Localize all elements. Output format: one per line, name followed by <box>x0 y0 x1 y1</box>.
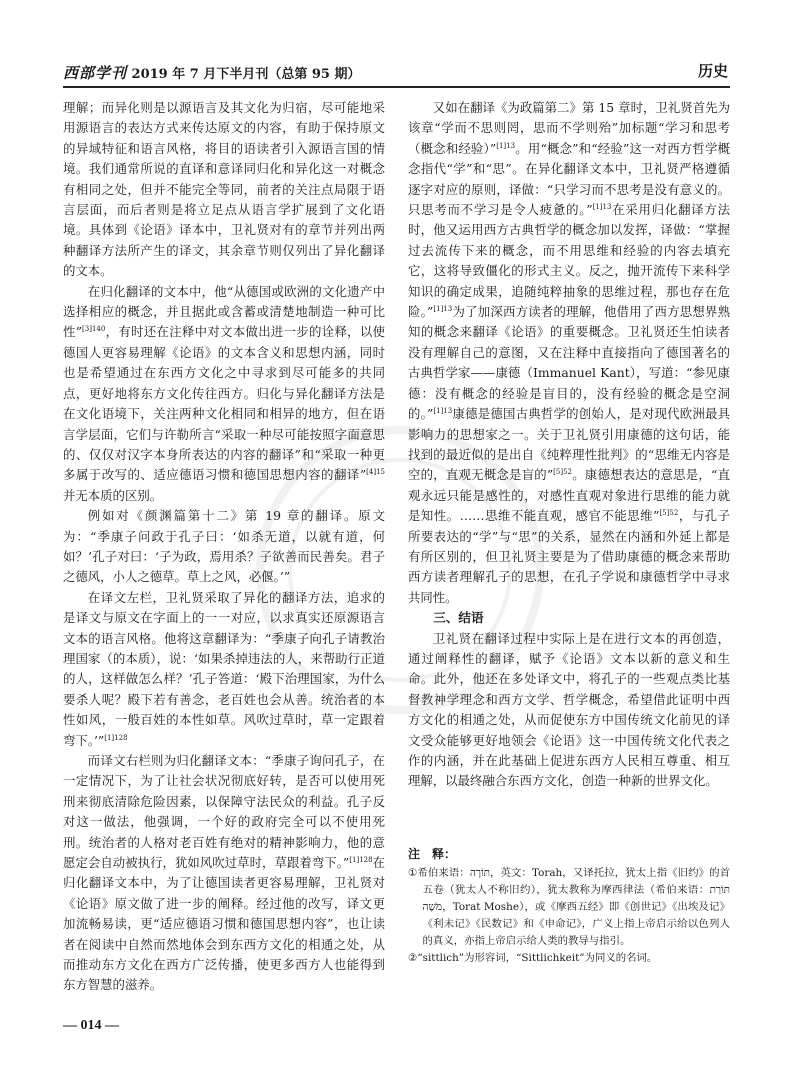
text-run: 在采用归化翻译方法时，他又运用西方古典哲学的概念加以发挥，译做：“掌握过去流传下来的概念，而不用思维和经验的内容去填充它，这将导致僵化的形式主义。反之，抛开流传下来科学知识的确定成果，追随纯粹抽象的思维过程，那也存在危险。” <box>408 202 730 320</box>
citation-ref: [3]140 <box>82 325 106 334</box>
header-rule <box>63 86 730 88</box>
left-column <box>63 98 385 996</box>
paragraph <box>63 282 385 506</box>
paragraph <box>63 751 385 996</box>
text-run: 又如在翻译《为政篇第二》第 15 章时，卫礼贤首先为该章“学而不思则罔，思而不学则殆”加标题“学习和思考（概念和经验）” <box>408 100 730 156</box>
text-run: 为了加深西方读者的理解，他借用了西方思想界熟知的概念来翻译《论语》的重要概念。卫礼贤还生怕读者没有理解自己的意图，又在注释中直接指向了德国著名的古典哲学家——康德（Immanuel Kant），写道：“参见康德：没有概念的经验是盲目的，没有经验的概念是空洞的。” <box>408 304 730 422</box>
paragraph: 例如对《颜渊篇第十二》第 19 章的翻译。原文为：“季康子问政于孔子曰：‘如杀无道，以就有道，何如？’孔子对曰：‘子为政，焉用杀？子欲善而民善矣。君子之德风，小人之德草。草上之风，必偃。’” <box>63 508 385 585</box>
section-label: 历史 <box>697 62 728 80</box>
text-run: 在归化翻译文本中，为了让德国读者更容易理解，卫礼贤对《论语》原文做了进一步的阐释。经过他的改写，译文更加流畅易读，更“适应德语习惯和德国思想内容”，也让读者在阅读中自然而然地体会到东西方文化的相通之处，从而推动东方文化在西方广泛传播，使更多西方人也能得到东方智慧的滋养。 <box>63 855 386 993</box>
citation-ref: [4]15 <box>366 468 385 477</box>
text-run: 。用“概念”和“经验”这一对西方哲学概念指代“学”和“思”。在异化翻译文本中，卫礼贤严格遵循逐字对应的原则，译做：“只学习而不思考是没有意义的。只思考而不学习是令人疲惫的。” <box>408 140 730 218</box>
issue-info: 2019 年 7 月下半月刊（总第 95 期） <box>131 67 361 82</box>
paragraph: 理解；而异化则是以源语言及其文化为归宿，尽可能地采用源语言的表达方式来传达原文的内容，有助于保持原文的异域特征和语言风格，将目的语读者引入源语言国的情境。我们通常所说的直译和意译同归化和异化这一对概念有相同之处，但并不能完全等同，前者的关注点局限于语言层面，而后者则是将立足点从语言学扩展到了文化语境。具体到《论语》译本中，卫礼贤对有的章节并列出两种翻译方法所产生的译文，其余章节则仅列出了异化翻译的文本。 <box>63 100 385 279</box>
footnote-marker: ② <box>408 952 418 964</box>
citation-ref: [1]13 <box>592 202 612 211</box>
footnote <box>408 865 730 950</box>
journal-logo: 西部学刊 <box>63 64 128 82</box>
citation-ref: [5]52 <box>659 509 679 517</box>
footnotes <box>408 846 730 967</box>
text-run: 而译文右栏则为归化翻译文本：“季康子询问孔子，在一定情况下，为了让社会状况彻底好转，是否可以使用死刑来彻底清除危险因素，以保障守法民众的利益。孔子反对这一做法，他强调，一个好的政府完全可以不使用死刑。统治者的人格对老百姓有绝对的精神影响力，他的意愿定会自动被执行，犹如风吹过草时，草跟着弯下。” <box>63 753 385 871</box>
text-run: 在归化翻译的文本中，他“从德国或欧洲的文化遗产中选择相应的概念，并且据此或含蓄或清楚地制造一种可比性” <box>63 283 385 340</box>
text-run: ，有时还在注释中对文本做出进一步的诠释，以使德国人更容易理解《论语》的文本含义和思想内涵，同时也是希望通过在东西方文化之中寻求到尽可能多的共同点，更好地将东方文化传往西方。归化与异化翻译方法是在文化语境下，关注两种文化相同和相异的地方，但在语言学层面，它们与许勒所言“采取一种尽可能按照字面意思的、仅仅对汉字本身所表达的内容的翻译”和“采取一种更多属于改写的、适应德语习惯和德国思想内容的翻译” <box>63 324 385 483</box>
right-column <box>408 98 730 792</box>
text-run: 。康德想表达的意思是，“直观永远只能是感性的，对感性直观对象进行思维的能力就是知性。……思维不能直观，感官不能思维” <box>408 467 730 524</box>
footnote <box>408 950 730 967</box>
footnote-marker: ① <box>408 867 418 879</box>
citation-ref: [1]128 <box>104 733 128 742</box>
footnote-text: 希伯来语：תּוֹרָה，英文：Torah，又译托拉，犹太上指《旧约》的首五卷（犹太人不称旧约），犹太教称为摩西律法（希伯来语：תּוֹרַת מֹשֶׁה，Torat Moshe），或《摩西五经》即《创世记》《出埃及记》《利未记》《民数记》和《申命记》，广义上指上帝启示给以色列人的真义，亦指上帝启示给人类的教导与指引。 <box>417 867 730 947</box>
citation-ref: [5]52 <box>553 468 572 477</box>
citation-ref: [1]13 <box>433 304 453 313</box>
paragraph: 卫礼贤在翻译过程中实际上是在进行文本的再创造，通过阐释性的翻译，赋予《论语》文本以新的意义和生命。此外，他还在多处译文中，将孔子的一些观点类比基督教神学理念和西方文学、哲学概念，希望借此证明中西方文化的相通之处，从而促使东方中国传统文化前见的译文受众能够更好地领会《论语》这一中国传统文化代表之作的内涵，并在此基础上促进东西方人民相互尊重、相互理解，以最终融合东西方文化，创造一种新的世界文化。 <box>408 630 730 789</box>
citation-ref: [1]13 <box>496 141 516 150</box>
citation-ref: [1]13 <box>433 406 453 415</box>
footnote-text: “sittlich”为形容词，“Sittlichkeit”为同义的名词。 <box>417 952 658 964</box>
notes-title: 注 释： <box>408 847 457 861</box>
citation-ref: [1]128 <box>349 855 373 864</box>
running-header <box>63 58 730 84</box>
paragraph <box>63 588 385 751</box>
page-number: — 014 — <box>63 1018 119 1033</box>
section-heading: 三、结语 <box>433 610 484 626</box>
text-run: ，与孔子所要表达的“学”与“思”的关系，显然在内涵和外延上都是有所区别的，但卫礼贤主要是为了借助康德的概念来帮助西方读者理解孔子的思想，在孔子学说和康德哲学中寻求共同性。 <box>408 508 730 605</box>
journal-info <box>63 62 361 83</box>
paragraph <box>408 98 730 608</box>
text-run: 并无本质的区别。 <box>63 487 163 503</box>
text-run: 康德是德国古典哲学的创始人，是对现代欧洲最具影响力的思想家之一。关于卫礼贤引用康德的这句话，能找到的最近似的是出自《纯粹理性批判》的“思维无内容是空的，直观无概念是盲的” <box>408 406 730 483</box>
text-run: 在译文左栏，卫礼贤采取了异化的翻译方法，追求的是译文与原文在字面上的一一对应，以求真实还原源语言文本的语言风格。他将这章翻译为：“季康子向孔子请教治理国家（的本质），说：‘如果杀掉违法的人，来帮助行正道的人，这样做怎么样？’孔子答道：‘殿下治理国家，为什么要杀人呢？殿下若有善念，老百姓也会从善。统治者的本性如风，一般百姓的本性如草。风吹过草时，草一定跟着弯下。’” <box>63 589 385 748</box>
